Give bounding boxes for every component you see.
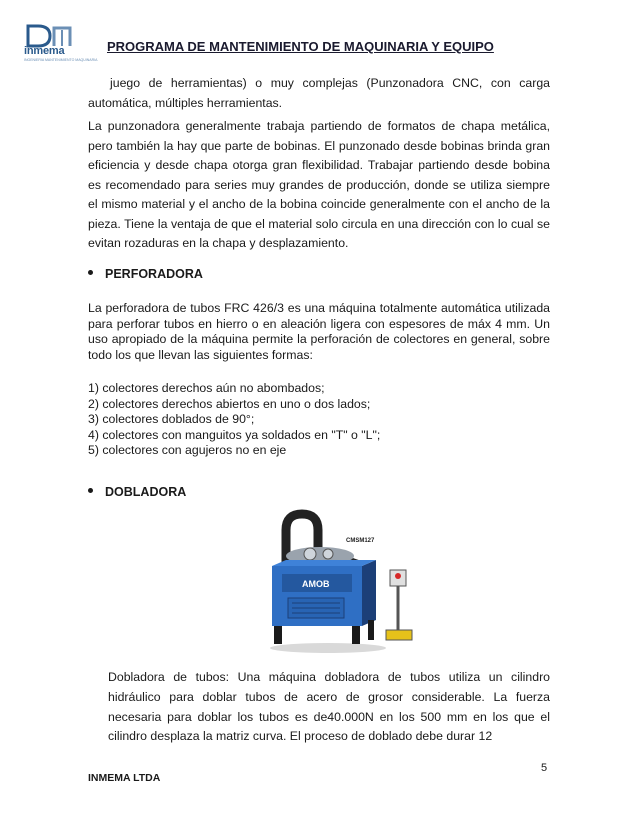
list-item: 5) colectores con agujeros no en eje (88, 443, 287, 457)
section-heading-label: DOBLADORA (105, 485, 187, 499)
paragraph-dobladora: Dobladora de tubos: Una máquina dobladora de tubos utiliza un cilindro hidráulico para doblar tubos de acero de grosor considerable. La fuerza necesaria para doblar los tubos es de40.000N en los 500 mm en los que el cilindro desplaza la matriz curva. El proceso de doblado debe durar 12 (108, 670, 550, 744)
section-heading-perforadora (88, 267, 203, 281)
page-number: 5 (541, 762, 548, 774)
paragraph-perforadora: La perforadora de tubos FRC 426/3 es una máquina totalmente automática utilizada para perforar tubos en hierro o en aleación ligera con espesores de máx 4 mm. Un uso apropiado de la máquina permite la perforación de colectores en general, sobre todo los que llevan las siguientes formas: (88, 301, 550, 362)
bullet-icon (88, 488, 93, 493)
logo-wordmark: inmema (24, 45, 65, 57)
machine-brand-label: AMOB (302, 579, 330, 589)
logo-tagline: INGENIERIA MANTENIMIENTO MAQUINARIA (24, 58, 98, 62)
footer-company: INMEMA LTDA (88, 772, 161, 784)
paragraph-punzonadora: La punzonadora generalmente trabaja partiendo de formatos de chapa metálica, pero también la hay que parte de bobinas. El punzonado desde bobinas brinda gran eficiencia y desde chapa otorga gran flexibilidad. Trabajar partiendo desde bobina es recomendado para series muy grandes de producción, donde se utiliza siempre el mismo material y el ancho de la bobina coincide generalmente con el ancho de la pieza. Tiene la ventaja de que el material solo circula en una dirección con lo cual se evitan rozaduras en la chapa y desplazamiento. (88, 119, 550, 250)
foot-pedal-icon (386, 630, 412, 640)
pipe-bender-machine-image (258, 508, 420, 656)
list-item: 1) colectores derechos aún no abombados; (88, 381, 325, 395)
list-item: 2) colectores derechos abiertos en uno o dos lados; (88, 396, 371, 411)
section-heading-label: PERFORADORA (105, 267, 203, 281)
list-item: 3) colectores doblados de 90°; (88, 412, 255, 426)
document-title: PROGRAMA DE MANTENIMIENTO DE MAQUINARIA Y EQUIPO (107, 39, 494, 54)
collector-shapes-list (88, 381, 550, 459)
paragraph-continuation: juego de herramientas) o muy complejas (Punzonadora CNC, con carga automática, múltiples herramientas. (88, 76, 550, 110)
bullet-icon (88, 270, 93, 275)
section-heading-dobladora (88, 485, 186, 499)
machine-model-label: CMSM127 (346, 538, 375, 544)
list-item: 4) colectores con manguitos ya soldados en "T" o "L"; (88, 427, 381, 442)
